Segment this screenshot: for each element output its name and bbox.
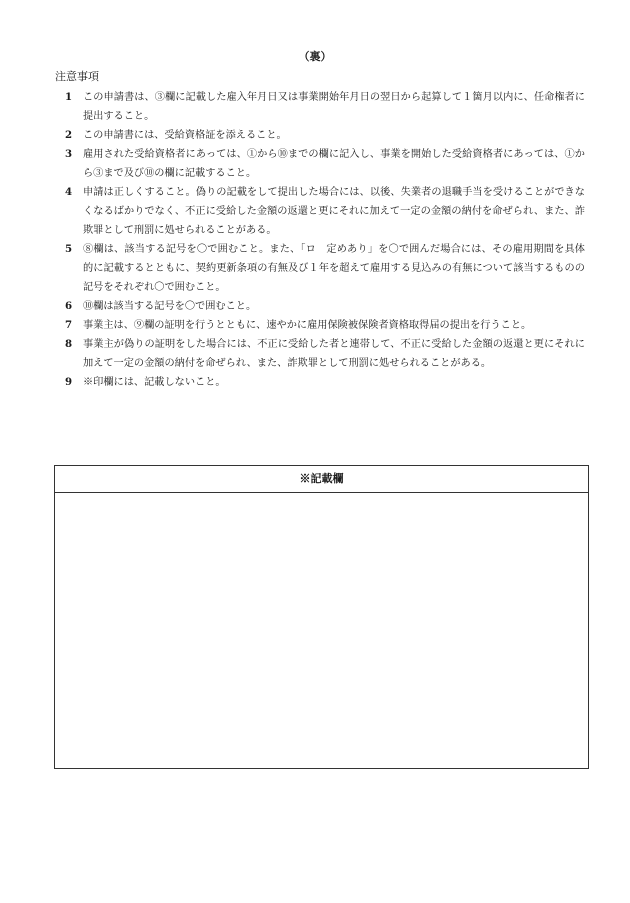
note-text: 事業主が偽りの証明をした場合には、不正に受給した者と連帯して、不正に受給した金額の返還と更にそれに加えて一定の金額の納付を命ぜられ、また、詐欺罪として刑罰に処せられることがある。: [83, 339, 585, 369]
note-text: ※印欄には、記載しないこと。: [83, 377, 226, 388]
note-number: 1: [65, 91, 73, 103]
note-number: 9: [65, 376, 73, 388]
notes-list: [55, 88, 585, 392]
note-item: [55, 373, 585, 392]
note-text: ⑧欄は、該当する記号を〇で囲むこと。また、「ロ 定めあり」を〇で囲んだ場合には、その雇用期間を具体的に記載するとともに、契約更新条項の有無及び１年を超えて雇用する見込みの有無について該当するものの記号をそれぞれ〇で囲むこと。: [83, 244, 585, 293]
note-text: 事業主は、⑨欄の証明を行うとともに、速やかに雇用保険被保険者資格取得届の提出を行うこと。: [83, 320, 532, 331]
note-number: 7: [65, 319, 73, 331]
note-item: [55, 297, 585, 316]
notes-heading: 注意事項: [55, 70, 99, 83]
note-number: 8: [65, 338, 73, 350]
note-item: [55, 145, 585, 183]
note-text: 雇用された受給資格者にあっては、①から⑩までの欄に記入し、事業を開始した受給資格者にあっては、①から③まで及び⑩の欄に記載すること。: [83, 149, 585, 179]
note-number: 3: [65, 148, 73, 160]
page-title: （裏）: [298, 50, 332, 63]
record-box-field[interactable]: [55, 493, 588, 769]
note-number: 4: [65, 186, 73, 198]
note-number: 6: [65, 300, 73, 312]
note-text: この申請書には、受給資格証を添えること。: [83, 130, 287, 141]
note-text: ⑩欄は該当する記号を〇で囲むこと。: [83, 301, 257, 312]
record-box: [54, 465, 589, 769]
record-box-title: ※記載欄: [55, 466, 588, 493]
note-text: この申請書は、③欄に記載した雇入年月日又は事業開始年月日の翌日から起算して１箇月以内に、任命権者に提出すること。: [83, 92, 585, 122]
note-text: 申請は正しくすること。偽りの記載をして提出した場合には、以後、失業者の退職手当を受けることができなくなるばかりでなく、不正に受給した金額の返還と更にそれに加えて一定の金額の納付を命ぜられ、また、詐欺罪として刑罰に処せられることがある。: [83, 187, 585, 236]
note-item: [55, 316, 585, 335]
note-item: [55, 126, 585, 145]
note-item: [55, 335, 585, 373]
note-item: [55, 88, 585, 126]
note-item: [55, 240, 585, 297]
note-number: 5: [65, 243, 73, 255]
note-number: 2: [65, 129, 73, 141]
note-item: [55, 183, 585, 240]
